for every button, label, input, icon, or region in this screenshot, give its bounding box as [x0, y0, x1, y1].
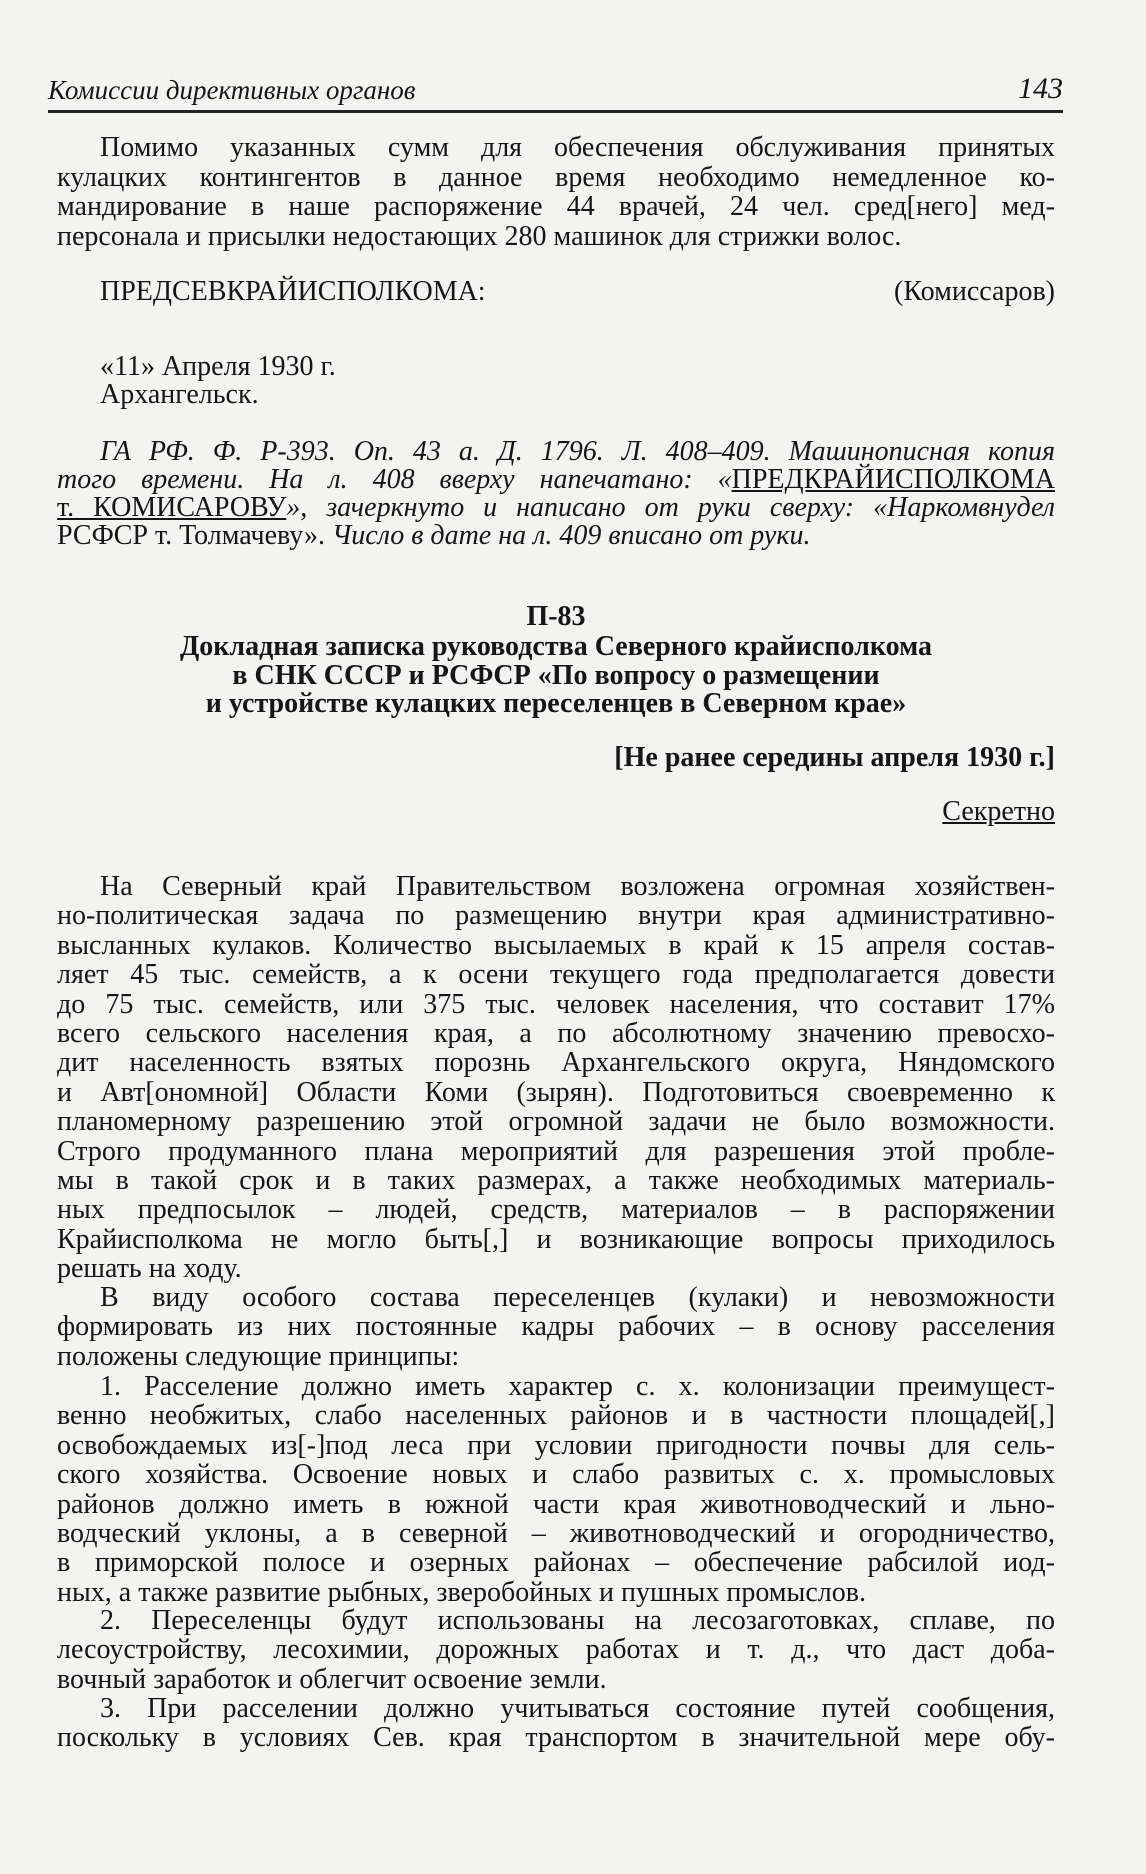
intro-line: Помимо указанных сумм для обеспечения обслуживания принятых [100, 132, 1055, 163]
intro-line: мандирование в наше распоряжение 44 врачей, 24 чел. сред[него] мед- [57, 191, 1055, 223]
source-note-text: », зачеркнуто и написано от руки сверху: «Наркомвнудел [286, 492, 1055, 523]
body-line: решать на ходу. [57, 1253, 242, 1285]
signature-line [100, 277, 1055, 307]
body-line: Строго продуманного плана мероприятий для разрешения этой пробле- [57, 1135, 1055, 1167]
signature-date: «11» Апреля 1930 г. [100, 351, 336, 382]
body-line: ского хозяйства. Освоение новых и слабо развитых с. х. промысловых [57, 1459, 1055, 1491]
body-line: и Авт[ономной] Области Коми (зырян). Подготовиться своевременно к [57, 1076, 1055, 1108]
body-line: поскольку в условиях Сев. края транспортом в значительной мере обу- [57, 1722, 1055, 1754]
source-note-line [57, 493, 1055, 523]
body-line: ных, а также развитие рыбных, зверобойных и пушных промыслов. [57, 1576, 866, 1608]
body-line: вочный заработок и облегчит освоение земли. [57, 1663, 607, 1695]
body-line: 3. При расселении должно учитываться состояние путей сообщения, [100, 1693, 1055, 1724]
document-title-line: Докладная записка руководства Северного крайисполкома [180, 631, 932, 662]
body-line: На Северный край Правительством возложена огромная хозяйствен- [100, 871, 1055, 902]
body-line: до 75 тыс. семейств, или 375 тыс. человек населения, что составит 17% [57, 988, 1055, 1020]
body-line: всего сельского населения края, а по абсолютному значению превосхо- [57, 1018, 1055, 1049]
body-line: районов должно иметь в южной части края животноводческий и льно- [57, 1488, 1055, 1520]
body-line: планомерному разрешению этой огромной задачи не было возможности. [57, 1106, 1055, 1138]
source-note-text: Число в дате на л. 409 вписано от руки. [332, 520, 811, 551]
signature-place: Архангельск. [100, 379, 259, 410]
signature-name: (Комиссаров) [894, 276, 1055, 307]
body-line: лесоустройству, лесохимии, дорожных работах и т. д., что даст доба- [57, 1634, 1055, 1666]
intro-line: кулацких контингентов в данное время необходимо немедленное ко- [57, 161, 1055, 193]
source-note-text: того времени. На л. 408 вверху напечатано: « [57, 464, 732, 495]
body-line: но-политическая задача по размещению внутри края административно- [57, 900, 1055, 932]
source-note-text: РСФСР т. Толмачеву». [57, 520, 332, 551]
body-line: освобождаемых из[-]под леса при условии пригодности почвы для сель- [57, 1429, 1055, 1461]
source-note-underlined: ПРЕДКРАЙИСПОЛКОМА [731, 464, 1055, 495]
body-line: положены следующие принципы: [57, 1340, 460, 1372]
body-line: водческий уклоны, а в северной – животноводческий и огородничество, [57, 1518, 1055, 1549]
body-line: высланных кулаков. Количество высылаемых в край к 15 апреля состав- [57, 929, 1055, 961]
body-line: 2. Переселенцы будут использованы на лесозаготовках, сплаве, по [100, 1605, 1055, 1636]
body-line: ляет 45 тыс. семейств, а к осени текущего года предполагается довести [57, 959, 1055, 991]
page-number: 143 [1018, 72, 1063, 105]
body-line: ных предпосылок – людей, средств, материалов – в распоряжении [57, 1194, 1055, 1226]
document-title-line: в СНК СССР и РСФСР «По вопросу о размещении [232, 660, 880, 691]
signature-title: ПРЕДСЕВКРАЙИСПОЛКОМА: [100, 276, 486, 307]
body-line: формировать из них постоянные кадры рабочих – в основу расселения [57, 1311, 1055, 1343]
intro-line: персонала и присылки недостающих 280 машинок для стрижки волос. [57, 221, 902, 253]
source-note-line: ГА РФ. Ф. Р-393. Оп. 43 а. Д. 1796. Л. 408–409. Машинописная копия [100, 436, 1055, 467]
body-line: в приморской полосе и озерных районах – обеспечение рабсилой иод- [57, 1547, 1055, 1579]
source-note-line [57, 521, 1055, 551]
classification [57, 797, 1055, 827]
body-line: дит населенность взятых порознь Архангельского округа, Няндомского [57, 1047, 1055, 1079]
running-title: Комиссии директивных органов [48, 75, 416, 105]
document-date: [Не ранее середины апреля 1930 г.] [614, 742, 1055, 773]
classification-label: Секретно [942, 796, 1055, 827]
document-number: П-83 [526, 601, 586, 632]
body-line: венно необжитых, слабо населенных районов и в частности площадей[,] [57, 1400, 1055, 1432]
body-line: Крайисполкома не могло быть[,] и возникающие вопросы приходилось [57, 1223, 1055, 1255]
body-line: В виду особого состава переселенцев (кулаки) и невозможности [100, 1282, 1055, 1313]
source-note-line [57, 465, 1055, 495]
running-header [48, 70, 1063, 113]
body-line: 1. Расселение должно иметь характер с. х. колонизации преимущест- [100, 1371, 1055, 1402]
body-line: мы в такой срок и в таких размерах, а также необходимых материаль- [57, 1165, 1055, 1196]
document-title-line: и устройстве кулацких переселенцев в Северном крае» [205, 688, 907, 719]
source-note-underlined: т. КОМИСАРОВУ [57, 492, 287, 523]
